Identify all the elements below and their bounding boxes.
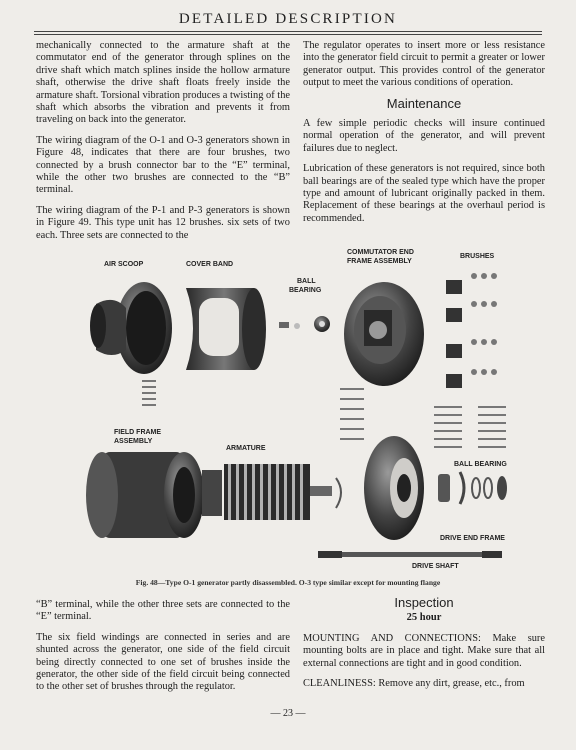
paragraph-b-terminal: “B” terminal, while the other three sets are connected to the “E” terminal. — [36, 599, 290, 623]
paragraph-cleanliness: CLEANLINESS: Remove any dirt, grease, etc., from — [303, 678, 525, 690]
label-ball-bearing-bottom: BALL BEARING — [454, 461, 507, 468]
paragraph-wiring-o1-o3: The wiring diagram of the O-1 and O-3 generators shown in Figure 48, indicates that there are four brushes, two connected by a brush connector bar to the “E” terminal, while the other two brushes are connected to the “B” terminal. — [36, 134, 290, 196]
screws-hardware — [142, 380, 506, 448]
page-number: — 23 — — [270, 708, 306, 719]
armature-part — [202, 464, 341, 520]
drive-shaft-part — [318, 551, 502, 558]
inspection-heading: Inspection — [394, 595, 454, 610]
label-drive-end-frame: DRIVE END FRAME — [440, 535, 505, 542]
paragraph-drive-shaft: mechanically connected to the armature shaft at the commutator end of the generator through splines on the drive shaft which match splines inside the hollow armature shaft, otherwise the drive shaft floats freely inside the armature shaft. Torsional vibration produces a twisting of the shaft which absorbs the vibration and prevents it from traveling on back into the generator. — [36, 40, 290, 126]
label-ball-bearing-top-2: BEARING — [289, 287, 322, 294]
label-commutator-1: COMMUTATOR END — [347, 249, 414, 256]
generator-exploded-figure — [74, 246, 514, 576]
commutator-end-frame-part — [344, 282, 424, 386]
cover-band-part — [186, 288, 266, 370]
paragraph-field-windings: The six field windings are connected in series and are shunted across the generator, one side of the field circuit being directly connected to one set of brushes inside the generator, the other side of the field circuit being connected to the other set of brushes through the regulator. — [36, 631, 290, 693]
drive-end-frame-part — [364, 436, 424, 540]
ball-bearing-top-part — [279, 316, 330, 332]
inspection-subheading: 25 hour — [406, 612, 442, 624]
figure-caption: Fig. 48—Type O-1 generator partly disassembled. O-3 type similar except for mounting flange — [135, 578, 441, 587]
right-column-bottom — [303, 597, 545, 698]
right-column-top — [303, 40, 545, 233]
label-field-frame-2: ASSEMBLY — [114, 438, 153, 445]
header-rule-bottom — [34, 34, 542, 35]
generator-illustration — [74, 246, 514, 576]
header-rule-top — [34, 31, 542, 32]
label-commutator-2: FRAME ASSEMBLY — [347, 258, 412, 265]
left-column-top — [36, 40, 290, 250]
paragraph-lubrication: Lubrication of these generators is not required, since both ball bearings are of the sealed type which have the proper type and amount of lubricant originally packed in them. Replacement of these bearings at the overhaul period is recommended. — [303, 163, 545, 224]
label-drive-shaft: DRIVE SHAFT — [412, 563, 459, 570]
paragraph-wiring-p1-p3: The wiring diagram of the P-1 and P-3 generators is shown in Figure 49. This type unit has 12 brushes. six sets of two each. Three sets are connected to the — [36, 204, 290, 241]
paragraph-regulator: The regulator operates to insert more or less resistance into the generator field circuit to permit a greater or lower generator output. This provides control of the generator output to meet the various conditions of operation. — [303, 40, 545, 89]
ball-bearing-bottom-part — [438, 472, 507, 504]
maintenance-heading: Maintenance — [386, 95, 462, 111]
label-ball-bearing-top-1: BALL — [297, 278, 316, 285]
label-brushes: BRUSHES — [460, 253, 495, 260]
label-air-scoop: AIR SCOOP — [104, 261, 144, 268]
brushes-part — [446, 273, 497, 388]
air-scoop-part — [90, 282, 172, 374]
label-armature: ARMATURE — [226, 445, 266, 452]
paragraph-mounting: MOUNTING AND CONNECTIONS: Make sure mounting bolts are in place and tight. Make sure that all external connections are tight and in good condition. — [303, 632, 545, 669]
label-field-frame-1: FIELD FRAME — [114, 429, 162, 436]
label-cover-band: COVER BAND — [186, 261, 234, 268]
left-column-bottom — [36, 599, 290, 702]
paragraph-periodic-checks: A few simple periodic checks will insure continued normal operation of the generator, and will prevent failures due to neglect. — [303, 118, 545, 154]
page-header: DETAILED DESCRIPTION — [178, 11, 398, 27]
field-frame-assembly-part — [86, 452, 204, 538]
